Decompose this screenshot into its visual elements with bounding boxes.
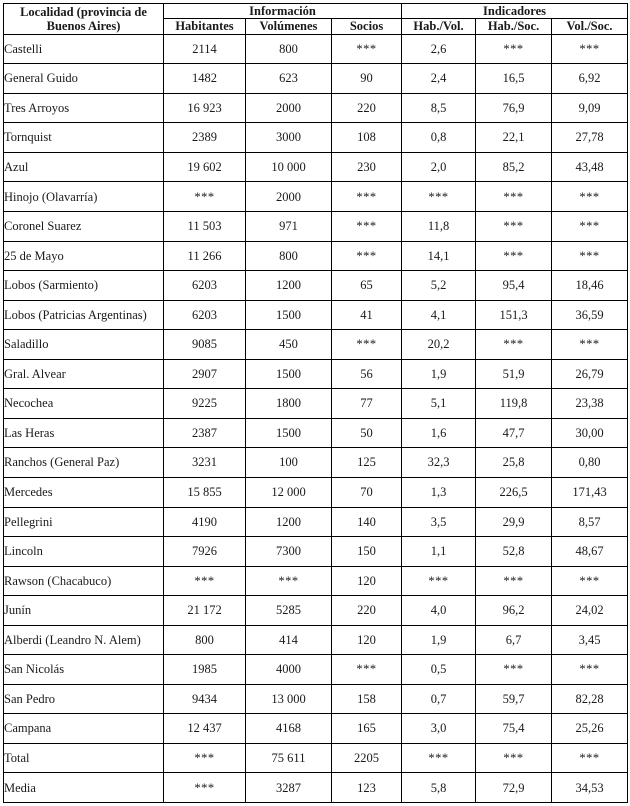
cell-socios: 50 xyxy=(332,418,402,448)
cell-volumenes: 971 xyxy=(246,212,332,242)
cell-hab-soc: *** xyxy=(476,241,552,271)
cell-vol-soc: 82,28 xyxy=(552,684,628,714)
table-row xyxy=(4,714,628,744)
cell-habitantes: 9434 xyxy=(164,684,246,714)
cell-hab-vol: 8,5 xyxy=(402,93,476,123)
table-row xyxy=(4,566,628,596)
cell-hab-soc: 75,4 xyxy=(476,714,552,744)
cell-vol-soc: 27,78 xyxy=(552,123,628,153)
table-row xyxy=(4,537,628,567)
cell-volumenes: 5285 xyxy=(246,596,332,626)
cell-habitantes: *** xyxy=(164,743,246,773)
cell-hab-vol: 2,0 xyxy=(402,152,476,182)
cell-habitantes: 15 855 xyxy=(164,477,246,507)
cell-hab-vol: 0,5 xyxy=(402,655,476,685)
cell-vol-soc: *** xyxy=(552,212,628,242)
cell-hab-soc: 76,9 xyxy=(476,93,552,123)
cell-hab-soc: *** xyxy=(476,182,552,212)
cell-locality: Tres Arroyos xyxy=(4,93,164,123)
cell-socios: 125 xyxy=(332,448,402,478)
cell-locality: Campana xyxy=(4,714,164,744)
cell-volumenes: 1200 xyxy=(246,507,332,537)
cell-habitantes: 2907 xyxy=(164,359,246,389)
cell-hab-vol: 14,1 xyxy=(402,241,476,271)
cell-hab-vol: 0,7 xyxy=(402,684,476,714)
cell-hab-soc: 95,4 xyxy=(476,271,552,301)
cell-socios: *** xyxy=(332,241,402,271)
cell-vol-soc: *** xyxy=(552,566,628,596)
cell-hab-soc: 47,7 xyxy=(476,418,552,448)
cell-socios: 140 xyxy=(332,507,402,537)
cell-locality: Las Heras xyxy=(4,418,164,448)
table-row xyxy=(4,241,628,271)
cell-hab-vol: 1,6 xyxy=(402,418,476,448)
cell-socios: 2205 xyxy=(332,743,402,773)
cell-hab-vol: 5,2 xyxy=(402,271,476,301)
cell-vol-soc: 3,45 xyxy=(552,625,628,655)
cell-vol-soc: *** xyxy=(552,743,628,773)
table-row xyxy=(4,477,628,507)
cell-vol-soc: 48,67 xyxy=(552,537,628,567)
cell-volumenes: 450 xyxy=(246,330,332,360)
cell-hab-soc: 22,1 xyxy=(476,123,552,153)
cell-hab-soc: 151,3 xyxy=(476,300,552,330)
cell-hab-soc: 96,2 xyxy=(476,596,552,626)
cell-socios: 120 xyxy=(332,566,402,596)
cell-locality: Rawson (Chacabuco) xyxy=(4,566,164,596)
cell-socios: 150 xyxy=(332,537,402,567)
cell-hab-vol: 0,8 xyxy=(402,123,476,153)
table-row xyxy=(4,743,628,773)
cell-volumenes: 800 xyxy=(246,241,332,271)
cell-habitantes: 7926 xyxy=(164,537,246,567)
table-row xyxy=(4,359,628,389)
cell-socios: 56 xyxy=(332,359,402,389)
cell-socios: *** xyxy=(332,655,402,685)
cell-habitantes: 16 923 xyxy=(164,93,246,123)
cell-hab-soc: 119,8 xyxy=(476,389,552,419)
cell-socios: 77 xyxy=(332,389,402,419)
cell-volumenes: 2000 xyxy=(246,93,332,123)
cell-volumenes: 1500 xyxy=(246,418,332,448)
cell-volumenes: 623 xyxy=(246,64,332,94)
cell-hab-vol: 3,0 xyxy=(402,714,476,744)
cell-habitantes: 2389 xyxy=(164,123,246,153)
cell-locality: Pellegrini xyxy=(4,507,164,537)
cell-habitantes: 3231 xyxy=(164,448,246,478)
cell-hab-vol: 1,3 xyxy=(402,477,476,507)
cell-volumenes: 4000 xyxy=(246,655,332,685)
table-row xyxy=(4,64,628,94)
cell-vol-soc: 36,59 xyxy=(552,300,628,330)
cell-habitantes: 2387 xyxy=(164,418,246,448)
cell-volumenes: 1500 xyxy=(246,300,332,330)
cell-volumenes: *** xyxy=(246,566,332,596)
table-row xyxy=(4,418,628,448)
cell-hab-vol: 5,8 xyxy=(402,773,476,803)
cell-vol-soc: *** xyxy=(552,241,628,271)
table-row xyxy=(4,123,628,153)
cell-volumenes: 4168 xyxy=(246,714,332,744)
cell-socios: 220 xyxy=(332,596,402,626)
table-row xyxy=(4,300,628,330)
cell-vol-soc: *** xyxy=(552,182,628,212)
cell-hab-soc: *** xyxy=(476,212,552,242)
table-row xyxy=(4,34,628,64)
cell-habitantes: 6203 xyxy=(164,271,246,301)
table-row xyxy=(4,330,628,360)
cell-vol-soc: 34,53 xyxy=(552,773,628,803)
cell-hab-vol: 2,6 xyxy=(402,34,476,64)
cell-hab-soc: *** xyxy=(476,743,552,773)
cell-hab-soc: 51,9 xyxy=(476,359,552,389)
cell-hab-soc: 16,5 xyxy=(476,64,552,94)
cell-locality: Lobos (Sarmiento) xyxy=(4,271,164,301)
cell-volumenes: 75 611 xyxy=(246,743,332,773)
cell-socios: 230 xyxy=(332,152,402,182)
cell-vol-soc: 8,57 xyxy=(552,507,628,537)
cell-vol-soc: 0,80 xyxy=(552,448,628,478)
table-row xyxy=(4,596,628,626)
cell-habitantes: 800 xyxy=(164,625,246,655)
cell-hab-soc: 25,8 xyxy=(476,448,552,478)
cell-volumenes: 3000 xyxy=(246,123,332,153)
table-header-group-row xyxy=(4,4,628,19)
cell-volumenes: 12 000 xyxy=(246,477,332,507)
cell-socios: 65 xyxy=(332,271,402,301)
cell-vol-soc: *** xyxy=(552,34,628,64)
cell-socios: *** xyxy=(332,34,402,64)
cell-habitantes: 6203 xyxy=(164,300,246,330)
cell-vol-soc: *** xyxy=(552,330,628,360)
table-row xyxy=(4,93,628,123)
cell-hab-vol: 3,5 xyxy=(402,507,476,537)
column-header-vol-soc: Vol./Soc. xyxy=(552,19,628,34)
table-row xyxy=(4,773,628,803)
column-header-volumenes: Volúmenes xyxy=(246,19,332,34)
column-header-habitantes: Habitantes xyxy=(164,19,246,34)
cell-habitantes: 19 602 xyxy=(164,152,246,182)
cell-socios: 90 xyxy=(332,64,402,94)
cell-vol-soc: 23,38 xyxy=(552,389,628,419)
table-row xyxy=(4,389,628,419)
cell-vol-soc: 25,26 xyxy=(552,714,628,744)
cell-habitantes: 4190 xyxy=(164,507,246,537)
cell-habitantes: 11 266 xyxy=(164,241,246,271)
cell-locality: Mercedes xyxy=(4,477,164,507)
cell-locality: Saladillo xyxy=(4,330,164,360)
cell-locality: 25 de Mayo xyxy=(4,241,164,271)
cell-vol-soc: 6,92 xyxy=(552,64,628,94)
cell-locality: Castelli xyxy=(4,34,164,64)
cell-hab-vol: *** xyxy=(402,743,476,773)
column-header-socios: Socios xyxy=(332,19,402,34)
cell-hab-soc: 59,7 xyxy=(476,684,552,714)
cell-hab-vol: 1,1 xyxy=(402,537,476,567)
cell-vol-soc: 26,79 xyxy=(552,359,628,389)
cell-volumenes: 13 000 xyxy=(246,684,332,714)
cell-socios: 108 xyxy=(332,123,402,153)
cell-locality: Media xyxy=(4,773,164,803)
cell-volumenes: 800 xyxy=(246,34,332,64)
cell-socios: 158 xyxy=(332,684,402,714)
cell-socios: 123 xyxy=(332,773,402,803)
table-row xyxy=(4,182,628,212)
cell-locality: Necochea xyxy=(4,389,164,419)
column-header-locality: Localidad (provincia de Buenos Aires) xyxy=(4,4,164,35)
cell-volumenes: 414 xyxy=(246,625,332,655)
cell-socios: 41 xyxy=(332,300,402,330)
cell-volumenes: 1500 xyxy=(246,359,332,389)
cell-socios: 220 xyxy=(332,93,402,123)
cell-vol-soc: 18,46 xyxy=(552,271,628,301)
statistics-table xyxy=(3,3,628,803)
cell-vol-soc: 9,09 xyxy=(552,93,628,123)
cell-vol-soc: 171,43 xyxy=(552,477,628,507)
column-header-hab-vol: Hab./Vol. xyxy=(402,19,476,34)
cell-habitantes: 1482 xyxy=(164,64,246,94)
cell-habitantes: 12 437 xyxy=(164,714,246,744)
cell-locality: Azul xyxy=(4,152,164,182)
table-body xyxy=(4,34,628,802)
cell-volumenes: 2000 xyxy=(246,182,332,212)
cell-habitantes: 9225 xyxy=(164,389,246,419)
column-group-header-informacion: Información xyxy=(164,4,402,19)
cell-habitantes: *** xyxy=(164,566,246,596)
table-row xyxy=(4,625,628,655)
column-group-header-indicadores: Indicadores xyxy=(402,4,628,19)
cell-hab-soc: *** xyxy=(476,34,552,64)
cell-habitantes: 1985 xyxy=(164,655,246,685)
cell-volumenes: 1200 xyxy=(246,271,332,301)
cell-locality: Hinojo (Olavarría) xyxy=(4,182,164,212)
cell-locality: Tornquist xyxy=(4,123,164,153)
cell-hab-soc: 85,2 xyxy=(476,152,552,182)
cell-volumenes: 3287 xyxy=(246,773,332,803)
table-row xyxy=(4,271,628,301)
cell-hab-vol: 2,4 xyxy=(402,64,476,94)
table-row xyxy=(4,655,628,685)
cell-habitantes: 21 172 xyxy=(164,596,246,626)
column-header-hab-soc: Hab./Soc. xyxy=(476,19,552,34)
cell-hab-vol: 5,1 xyxy=(402,389,476,419)
cell-socios: *** xyxy=(332,330,402,360)
cell-locality: General Guido xyxy=(4,64,164,94)
cell-hab-soc: 6,7 xyxy=(476,625,552,655)
cell-vol-soc: 30,00 xyxy=(552,418,628,448)
cell-socios: 120 xyxy=(332,625,402,655)
cell-locality: Junín xyxy=(4,596,164,626)
cell-hab-vol: *** xyxy=(402,182,476,212)
cell-habitantes: *** xyxy=(164,182,246,212)
cell-hab-soc: *** xyxy=(476,330,552,360)
cell-socios: *** xyxy=(332,182,402,212)
cell-hab-soc: 226,5 xyxy=(476,477,552,507)
table-row xyxy=(4,448,628,478)
cell-habitantes: 9085 xyxy=(164,330,246,360)
cell-hab-soc: 29,9 xyxy=(476,507,552,537)
cell-hab-soc: *** xyxy=(476,655,552,685)
cell-hab-soc: *** xyxy=(476,566,552,596)
cell-hab-vol: 1,9 xyxy=(402,625,476,655)
cell-locality: Coronel Suarez xyxy=(4,212,164,242)
cell-hab-soc: 72,9 xyxy=(476,773,552,803)
cell-volumenes: 1800 xyxy=(246,389,332,419)
table-row xyxy=(4,684,628,714)
cell-vol-soc: 43,48 xyxy=(552,152,628,182)
table-row xyxy=(4,212,628,242)
cell-locality: Lobos (Patricias Argentinas) xyxy=(4,300,164,330)
cell-vol-soc: 24,02 xyxy=(552,596,628,626)
cell-vol-soc: *** xyxy=(552,655,628,685)
cell-hab-vol: 4,0 xyxy=(402,596,476,626)
cell-hab-vol: 20,2 xyxy=(402,330,476,360)
cell-volumenes: 100 xyxy=(246,448,332,478)
cell-volumenes: 7300 xyxy=(246,537,332,567)
cell-habitantes: 11 503 xyxy=(164,212,246,242)
cell-hab-vol: 11,8 xyxy=(402,212,476,242)
cell-locality: Gral. Alvear xyxy=(4,359,164,389)
table-row xyxy=(4,152,628,182)
cell-socios: 165 xyxy=(332,714,402,744)
cell-locality: Lincoln xyxy=(4,537,164,567)
cell-hab-vol: 4,1 xyxy=(402,300,476,330)
cell-locality: Ranchos (General Paz) xyxy=(4,448,164,478)
cell-hab-vol: *** xyxy=(402,566,476,596)
cell-hab-vol: 32,3 xyxy=(402,448,476,478)
cell-volumenes: 10 000 xyxy=(246,152,332,182)
cell-locality: San Nicolás xyxy=(4,655,164,685)
cell-socios: *** xyxy=(332,212,402,242)
cell-locality: Total xyxy=(4,743,164,773)
table-row xyxy=(4,507,628,537)
cell-locality: San Pedro xyxy=(4,684,164,714)
cell-hab-soc: 52,8 xyxy=(476,537,552,567)
cell-socios: 70 xyxy=(332,477,402,507)
cell-locality: Alberdi (Leandro N. Alem) xyxy=(4,625,164,655)
cell-habitantes: *** xyxy=(164,773,246,803)
cell-habitantes: 2114 xyxy=(164,34,246,64)
table-header xyxy=(4,4,628,35)
cell-hab-vol: 1,9 xyxy=(402,359,476,389)
